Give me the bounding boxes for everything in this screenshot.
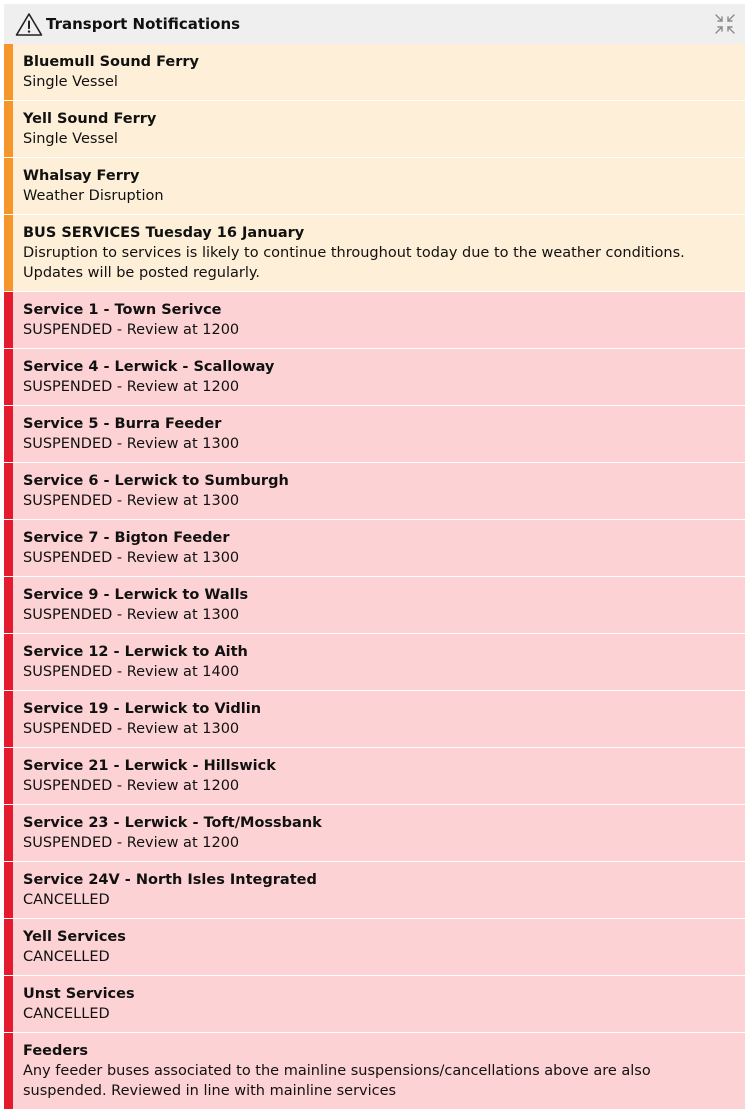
notification-item[interactable]	[4, 976, 745, 1033]
notification-title: Service 1 - Town Serivce	[23, 302, 222, 318]
notification-title: Feeders	[23, 1043, 88, 1059]
severity-bar	[4, 406, 13, 462]
notification-item[interactable]	[4, 805, 745, 862]
notification-item[interactable]	[4, 520, 745, 577]
severity-bar	[4, 463, 13, 519]
notification-title: Service 21 - Lerwick - Hillswick	[23, 758, 276, 774]
notification-item[interactable]	[4, 463, 745, 520]
panel-title: Transport Notifications	[46, 15, 241, 33]
notification-status: Single Vessel	[23, 131, 118, 147]
notification-status: SUSPENDED - Review at 1300	[23, 607, 240, 623]
severity-bar	[4, 101, 13, 157]
transport-notifications-panel	[4, 4, 745, 1110]
notification-status: CANCELLED	[23, 949, 110, 965]
severity-bar	[4, 862, 13, 918]
notification-status: SUSPENDED - Review at 1200	[23, 778, 240, 794]
severity-bar	[4, 634, 13, 690]
notification-title: Service 6 - Lerwick to Sumburgh	[23, 473, 289, 489]
notification-status: SUSPENDED - Review at 1300	[23, 436, 240, 452]
notification-status: SUSPENDED - Review at 1200	[23, 835, 240, 851]
notification-title: Service 24V - North Isles Integrated	[23, 872, 317, 888]
notification-item[interactable]	[4, 691, 745, 748]
notification-title: Yell Services	[23, 929, 126, 945]
severity-bar	[4, 976, 13, 1032]
notification-title: Service 19 - Lerwick to Vidlin	[23, 701, 262, 717]
notification-status: CANCELLED	[23, 1006, 110, 1022]
severity-bar	[4, 292, 13, 348]
collapse-icon[interactable]	[713, 12, 737, 36]
notification-title: Unst Services	[23, 986, 135, 1002]
notification-item[interactable]	[4, 44, 745, 101]
notification-title: Service 23 - Lerwick - Toft/Mossbank	[23, 815, 322, 831]
notification-title: Bluemull Sound Ferry	[23, 54, 199, 70]
notification-item[interactable]	[4, 101, 745, 158]
notification-status: Weather Disruption	[23, 188, 164, 204]
notification-title: Service 7 - Bigton Feeder	[23, 530, 230, 546]
severity-bar	[4, 577, 13, 633]
notification-status: SUSPENDED - Review at 1200	[23, 379, 240, 395]
notification-title: Whalsay Ferry	[23, 168, 140, 184]
severity-bar	[4, 44, 13, 100]
notification-title: Yell Sound Ferry	[23, 111, 157, 127]
notification-item[interactable]	[4, 349, 745, 406]
severity-bar	[4, 349, 13, 405]
notification-status: Single Vessel	[23, 74, 118, 90]
notification-item[interactable]	[4, 748, 745, 805]
severity-bar	[4, 520, 13, 576]
severity-bar	[4, 919, 13, 975]
warning-icon	[14, 11, 44, 37]
notification-item[interactable]	[4, 577, 745, 634]
notification-item[interactable]	[4, 158, 745, 215]
notification-status: Any feeder buses associated to the mainline suspensions/cancellations above are also suspended. Reviewed in line with mainline services	[23, 1063, 651, 1099]
notification-status: SUSPENDED - Review at 1400	[23, 664, 240, 680]
notification-item[interactable]	[4, 1033, 745, 1110]
notification-item[interactable]	[4, 862, 745, 919]
notification-item[interactable]	[4, 215, 745, 292]
notification-title: Service 4 - Lerwick - Scalloway	[23, 359, 275, 375]
notification-item[interactable]	[4, 634, 745, 691]
notification-title: Service 5 - Burra Feeder	[23, 416, 222, 432]
notification-item[interactable]	[4, 919, 745, 976]
severity-bar	[4, 691, 13, 747]
notification-title: Service 9 - Lerwick to Walls	[23, 587, 249, 603]
notification-item[interactable]	[4, 406, 745, 463]
severity-bar	[4, 158, 13, 214]
notification-title: BUS SERVICES Tuesday 16 January	[23, 225, 305, 241]
severity-bar	[4, 748, 13, 804]
notification-list	[4, 44, 745, 1110]
notification-status: SUSPENDED - Review at 1300	[23, 550, 240, 566]
severity-bar	[4, 1033, 13, 1109]
severity-bar	[4, 805, 13, 861]
notification-status: CANCELLED	[23, 892, 110, 908]
notification-status: SUSPENDED - Review at 1300	[23, 493, 240, 509]
severity-bar	[4, 215, 13, 291]
notification-status: SUSPENDED - Review at 1300	[23, 721, 240, 737]
notification-status: SUSPENDED - Review at 1200	[23, 322, 240, 338]
panel-header	[4, 4, 745, 44]
notification-title: Service 12 - Lerwick to Aith	[23, 644, 248, 660]
notification-status: Disruption to services is likely to continue throughout today due to the weather conditions. Updates will be posted regularly.	[23, 245, 685, 281]
notification-item[interactable]	[4, 292, 745, 349]
